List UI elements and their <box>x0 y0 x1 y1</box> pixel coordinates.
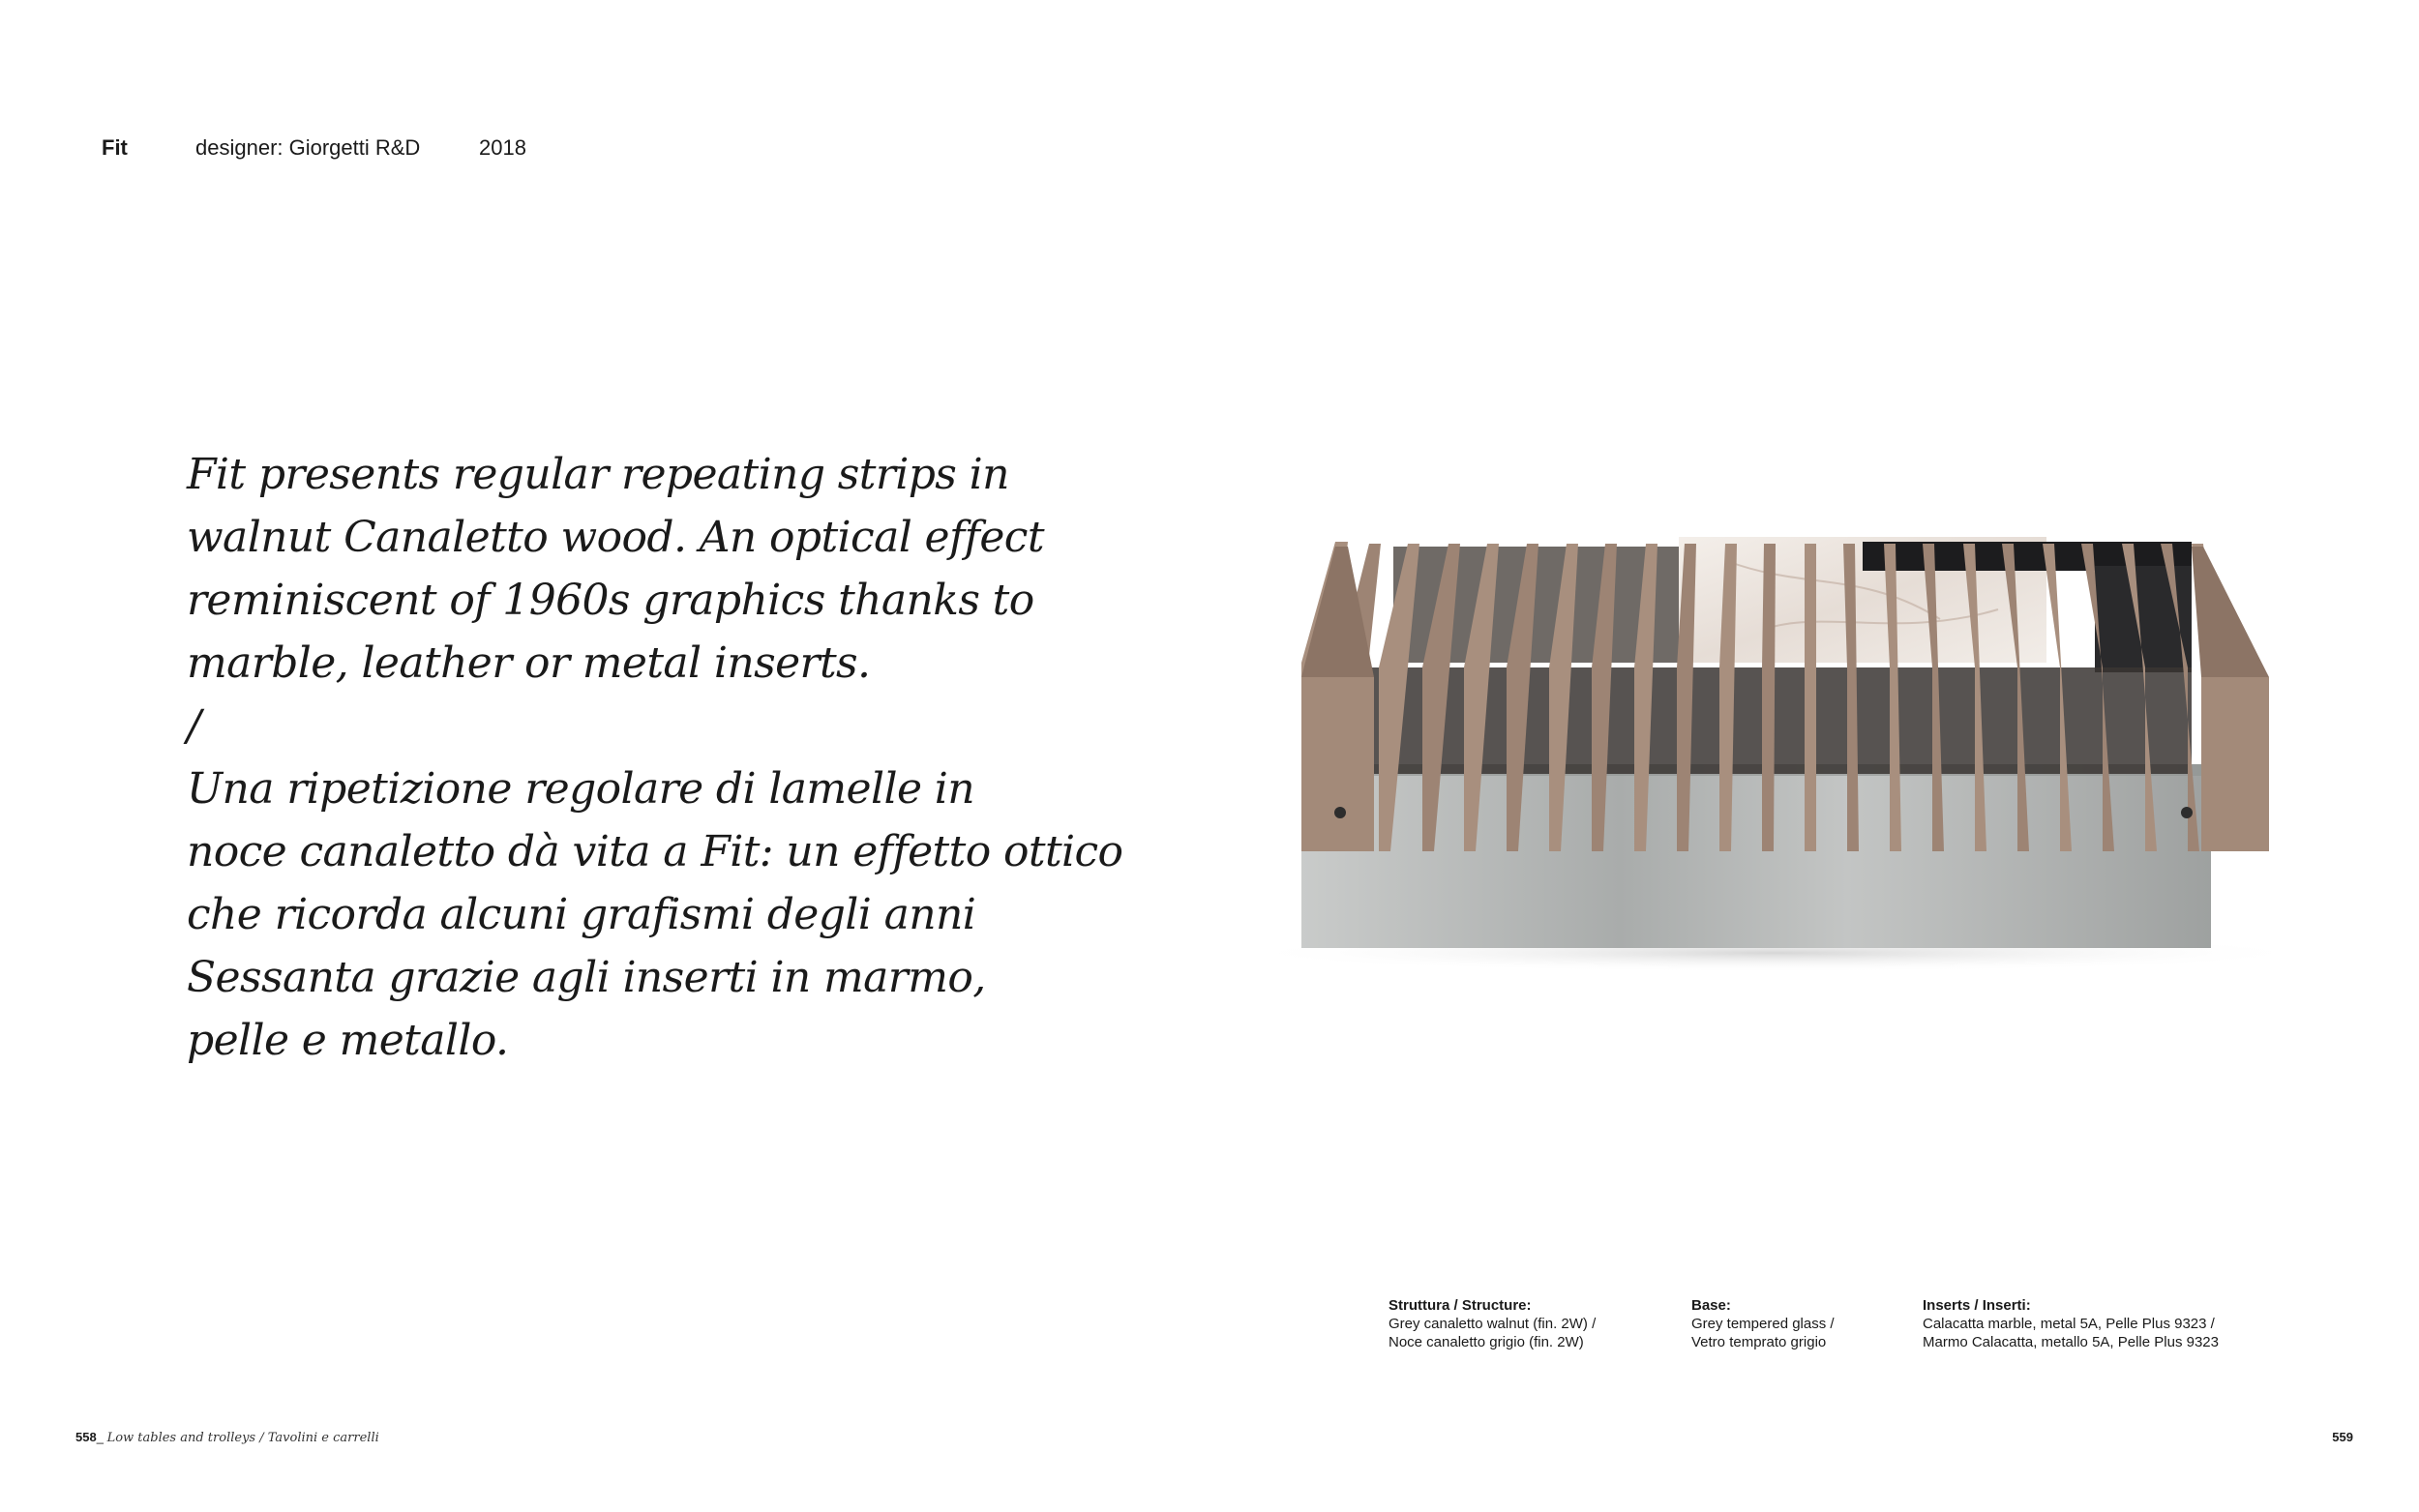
spec-base-title: Base: <box>1691 1297 1731 1314</box>
description-separator: / <box>187 701 201 751</box>
designer-credit: designer: Giorgetti R&D <box>195 135 421 160</box>
spec-structure-line: Grey canaletto walnut (fin. 2W) / <box>1389 1316 1597 1332</box>
description-line: Sessanta grazie agli inserti in marmo, <box>187 953 986 1002</box>
description-line: walnut Canaletto wood. An optical effect <box>187 513 1044 562</box>
end-panel-left <box>1301 677 1374 851</box>
description-line: reminiscent of 1960s graphics thanks to <box>187 576 1034 625</box>
description-line: Fit presents regular repeating strips in <box>187 450 1009 499</box>
spec-inserts-title: Inserts / Inserti: <box>1923 1297 2031 1314</box>
footer-left <box>75 1430 379 1445</box>
spec-inserts-line: Calacatta marble, metal 5A, Pelle Plus 9323 / <box>1923 1316 2215 1332</box>
description-line: noce canaletto dà vita a Fit: un effetto ottico <box>187 827 1123 876</box>
spec-structure-line: Noce canaletto grigio (fin. 2W) <box>1389 1334 1584 1350</box>
spec-inserts-line: Marmo Calacatta, metallo 5A, Pelle Plus 9323 <box>1923 1334 2219 1350</box>
page-header <box>102 135 526 161</box>
spec-base-line: Grey tempered glass / <box>1691 1316 1835 1332</box>
page-number-left: 558 <box>75 1430 97 1444</box>
spec-structure-title: Struttura / Structure: <box>1389 1297 1532 1314</box>
product-description <box>187 443 1123 1072</box>
description-line: Una ripetizione regolare di lamelle in <box>187 764 974 814</box>
footer-separator: _ <box>96 1430 104 1444</box>
spec-base-line: Vetro temprato grigio <box>1691 1334 1827 1350</box>
description-line: che ricorda alcuni grafismi degli anni <box>187 890 976 939</box>
spec-structure <box>1389 1296 1596 1351</box>
spec-base <box>1691 1296 1835 1351</box>
description-line: pelle e metallo. <box>187 1016 509 1065</box>
design-year: 2018 <box>479 135 526 160</box>
product-image-fit-table <box>1224 474 2317 987</box>
spec-inserts <box>1923 1296 2219 1351</box>
page-number-right: 559 <box>2332 1430 2353 1444</box>
product-name: Fit <box>102 135 128 160</box>
description-line: marble, leather or metal inserts. <box>187 638 871 688</box>
end-panel-right <box>2201 677 2269 851</box>
section-title: Low tables and trolleys / Tavolini e carrelli <box>106 1431 379 1445</box>
